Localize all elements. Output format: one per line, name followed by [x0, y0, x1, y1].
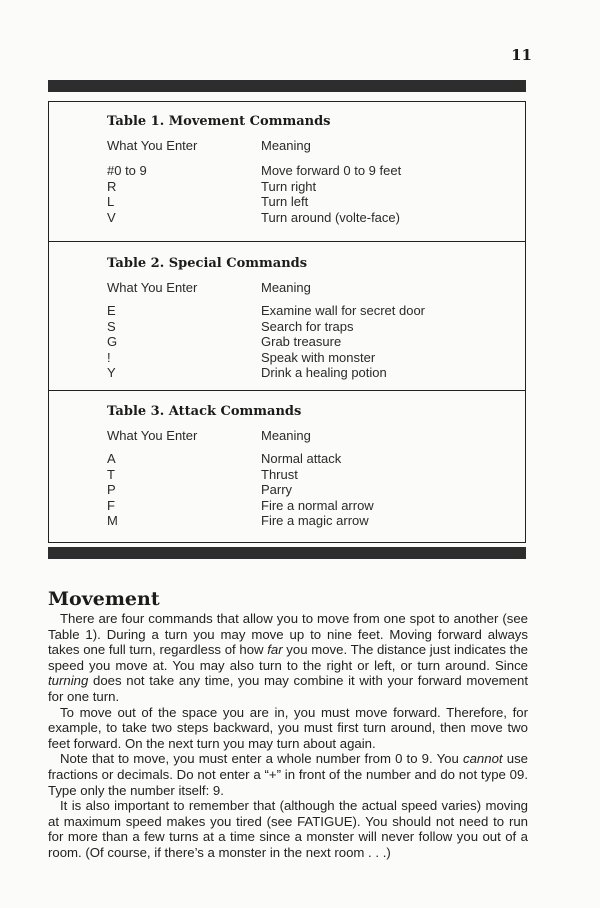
cell-enter: P	[107, 482, 116, 497]
cell-meaning: Turn right	[261, 178, 317, 194]
cell-enter: !	[107, 349, 111, 365]
cell-enter: L	[107, 194, 115, 209]
tables-frame	[48, 101, 526, 543]
cell-enter: E	[107, 303, 116, 318]
cell-meaning: Fire a magic arrow	[261, 513, 369, 528]
bottom-rule-bar	[48, 547, 526, 559]
cell-enter: F	[107, 497, 115, 513]
section-heading: Movement	[48, 588, 160, 610]
cell-meaning: Examine wall for secret door	[261, 303, 426, 318]
cell-enter: T	[107, 466, 115, 482]
cell-enter: S	[107, 318, 116, 334]
cell-meaning: Search for traps	[261, 318, 354, 334]
cell-meaning: Speak with monster	[261, 349, 376, 365]
table-special-commands	[49, 242, 525, 391]
cell-enter: R	[107, 178, 117, 194]
paragraph: Note that to move, you must enter a whole number from 0 to 9. You cannot use fractions or decimals. Do not enter a “+” in front of the number and do not type 09. Type only the number itself: 9.	[48, 751, 528, 798]
column-header-meaning: Meaning	[261, 428, 311, 443]
paragraph: It is also important to remember that (although the actual speed varies) moving at maximum speed makes you tired (see FATIGUE). You should not need to run for more than a few turns at a time since a monster will never follow you out of a room. (Of course, if there’s a monster in the next room . . .)	[48, 798, 528, 860]
cell-enter: A	[107, 451, 116, 466]
cell-meaning: Fire a normal arrow	[261, 497, 374, 513]
cell-meaning: Thrust	[261, 466, 298, 482]
top-rule-bar	[48, 80, 526, 92]
table-title: Table 3. Attack Commands	[107, 404, 302, 419]
cell-enter: #0 to 9	[107, 163, 147, 178]
column-header-enter: What You Enter	[107, 280, 198, 295]
cell-meaning: Normal attack	[261, 451, 342, 466]
column-header-enter: What You Enter	[107, 428, 198, 443]
page-number: 11	[511, 46, 532, 64]
cell-meaning: Grab treasure	[261, 334, 342, 349]
table-attack-commands	[49, 391, 525, 542]
cell-meaning: Drink a healing potion	[261, 365, 387, 380]
table-title: Table 2. Special Commands	[107, 256, 308, 271]
column-header-meaning: Meaning	[261, 138, 311, 153]
cell-enter: V	[107, 209, 116, 225]
paragraph: There are four commands that allow you to move from one spot to another (see Table 1). During a turn you may move up to nine feet. Moving forward always takes one full turn, regardless of how far you move. The distance just indicates the speed you move at. You may also turn to the right or left, or turn around. Since turning does not take any time, you may combine it with your forward movement for one turn.	[48, 611, 528, 704]
cell-enter: Y	[107, 365, 116, 380]
body-text	[48, 611, 528, 861]
cell-enter: G	[107, 334, 118, 349]
table-title: Table 1. Movement Commands	[107, 114, 331, 129]
cell-meaning: Turn left	[261, 194, 309, 209]
cell-meaning: Turn around (volte-face)	[261, 209, 400, 225]
column-header-enter: What You Enter	[107, 138, 198, 153]
cell-meaning: Move forward 0 to 9 feet	[261, 163, 402, 178]
table-movement-commands	[49, 102, 525, 242]
column-header-meaning: Meaning	[261, 280, 311, 295]
paragraph: To move out of the space you are in, you must move forward. Therefore, for example, to take two steps backward, you must first turn around, then move two feet forward. On the next turn you may turn about again.	[48, 704, 528, 751]
cell-enter: M	[107, 513, 118, 528]
cell-meaning: Parry	[261, 482, 293, 497]
